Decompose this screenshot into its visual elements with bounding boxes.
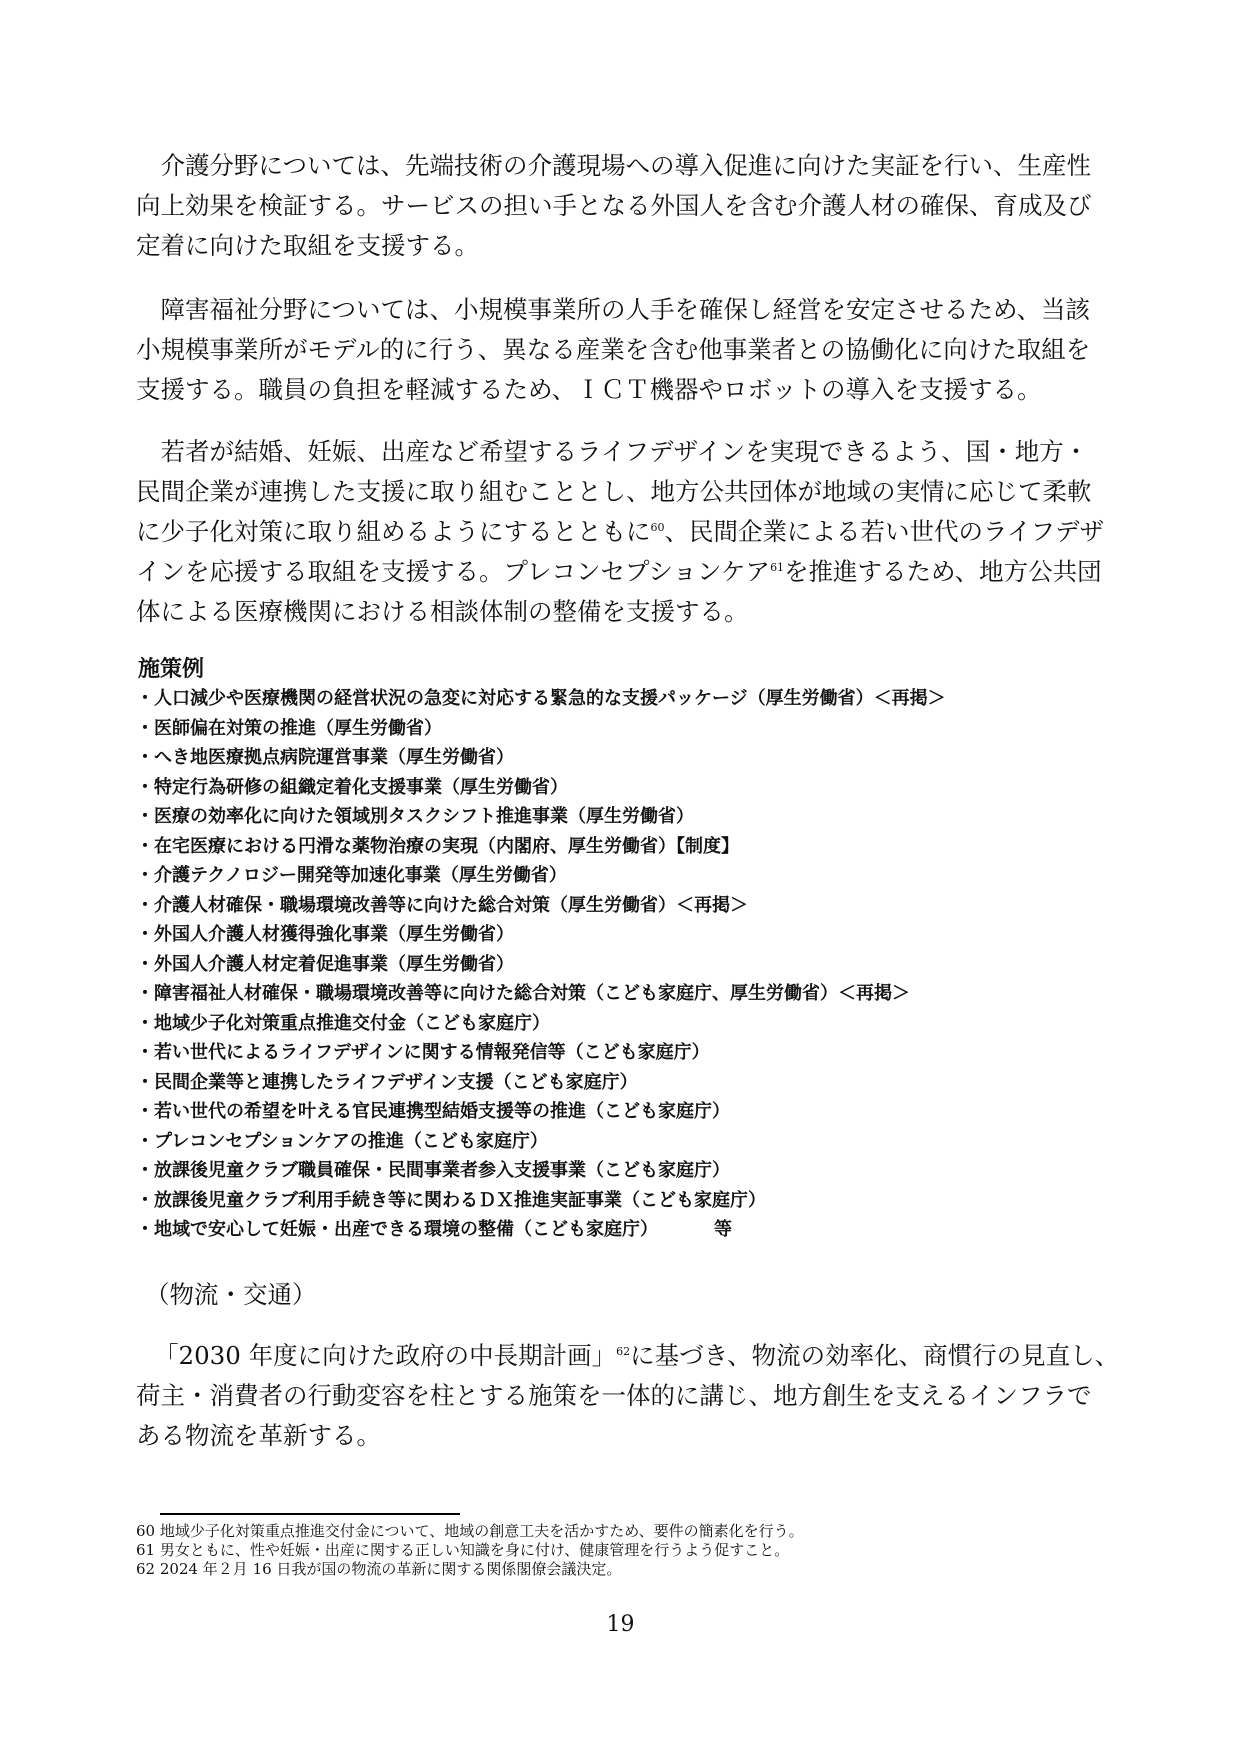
text-line: 向上効果を検証する。サービスの担い手となる外国人を含む介護人材の確保、育成及び <box>136 191 1092 220</box>
list-item: ・医療の効率化に向けた領域別タスクシフト推進事業（厚生労働省） <box>136 806 694 827</box>
list-item: ・人口減少や医療機関の経営状況の急変に対応する緊急的な支援パッケージ（厚生労働省）＜再掲＞ <box>136 688 946 709</box>
text-line: ある物流を革新する。 <box>136 1421 381 1450</box>
text-segment: に少子化対策に取り組めるようにするとともに <box>136 517 651 546</box>
text-segment: 「2030 年度に向けた政府の中長期計画」 <box>154 1341 617 1370</box>
footnote-61: 61 男女ともに、性や妊娠・出産に関する正しい知識を身に付け、健康管理を行うよう促すこと。 <box>136 1541 790 1559</box>
footnote-60: 60 地域少子化対策重点推進交付金について、地域の創意工夫を活かすため、要件の簡素化を行う。 <box>136 1522 804 1540</box>
logistics-heading: （物流・交通） <box>145 1280 317 1309</box>
text-line: 定着に向けた取組を支援する。 <box>136 231 479 260</box>
list-item: ・障害福祉人材確保・職場環境改善等に向けた総合対策（こども家庭庁、厚生労働省）＜再掲＞ <box>136 983 910 1004</box>
text-line: 荷主・消費者の行動変容を柱とする施策を一体的に講じ、地方創生を支えるインフラで <box>136 1381 1092 1410</box>
list-item: ・介護人材確保・職場環境改善等に向けた総合対策（厚生労働省）＜再掲＞ <box>136 894 748 916</box>
list-item: ・プレコンセプションケアの推進（こども家庭庁） <box>136 1130 548 1152</box>
paragraph-life-design <box>136 432 1116 632</box>
list-item: ・若い世代の希望を叶える官民連携型結婚支援等の推進（こども家庭庁） <box>136 1101 730 1122</box>
list-item: ・在宅医療における円滑な薬物治療の実現（内閣府、厚生労働省）【制度】 <box>136 835 739 857</box>
text-line: 民間企業が連携した支援に取り組むこととし、地方公共団体が地域の実情に応じて柔軟 <box>136 477 1092 506</box>
text-line <box>136 552 1116 592</box>
paragraph-nursing-care <box>136 146 1116 266</box>
text-line: 体による医療機関における相談体制の整備を支援する。 <box>136 597 749 626</box>
measures-heading: 施策例 <box>138 657 205 682</box>
list-item: ・外国人介護人材獲得強化事業（厚生労働省） <box>136 924 514 945</box>
paragraph-logistics <box>136 1336 1120 1456</box>
paragraph-disability-welfare <box>136 290 1116 410</box>
list-item-text: ・地域で安心して妊娠・出産できる環境の整備（こども家庭庁） <box>136 1219 658 1240</box>
list-item: ・地域少子化対策重点推進交付金（こども家庭庁） <box>136 1012 550 1034</box>
list-item: ・特定行為研修の組織定着化支援事業（厚生労働省） <box>136 776 568 798</box>
list-item: ・医師偏在対策の推進（厚生労働省） <box>136 717 442 739</box>
footnote-ref-62[interactable]: 62 <box>616 1345 631 1358</box>
text-segment: 、民間企業による若い世代のライフデザ <box>664 517 1105 546</box>
text-line: 若者が結婚、妊娠、出産など希望するライフデザインを実現できるよう、国・地方・ <box>136 437 1089 466</box>
list-item: ・若い世代によるライフデザインに関する情報発信等（こども家庭庁） <box>136 1042 710 1063</box>
text-line <box>136 512 1116 552</box>
measures-list <box>136 684 946 1245</box>
page-number: 19 <box>606 1612 635 1637</box>
text-line: 小規模事業所がモデル的に行う、異なる産業を含む他事業者との協働化に向けた取組を <box>136 335 1091 364</box>
list-item: ・介護テクノロジー開発等加速化事業（厚生労働省） <box>136 865 567 886</box>
footnote-ref-60[interactable]: 60 <box>650 521 665 534</box>
list-item: ・民間企業等と連携したライフデザイン支援（こども家庭庁） <box>136 1071 638 1093</box>
text-segment: を推進するため、地方公共団 <box>784 557 1102 586</box>
text-line: 障害福祉分野については、小規模事業所の人手を確保し経営を安定させるため、当該 <box>136 295 1091 324</box>
list-item: ・外国人介護人材定着促進事業（厚生労働省） <box>136 953 514 975</box>
text-line: 支援する。職員の負担を軽減するため、ＩＣＴ機器やロボットの導入を支援する。 <box>136 375 1042 404</box>
text-line <box>136 1336 1120 1376</box>
list-item: ・放課後児童クラブ利用手続き等に関わるＤＸ推進実証事業（こども家庭庁） <box>136 1189 766 1211</box>
list-item <box>136 1215 946 1245</box>
text-line: 介護分野については、先端技術の介護現場への導入促進に向けた実証を行い、生産性 <box>136 151 1092 180</box>
list-item: ・放課後児童クラブ職員確保・民間事業者参入支援事業（こども家庭庁） <box>136 1160 730 1181</box>
footnote-divider <box>160 1513 460 1515</box>
footnotes <box>136 1522 804 1579</box>
text-segment: に基づき、物流の効率化、商慣行の見直し、 <box>630 1341 1120 1370</box>
list-item: ・へき地医療拠点病院運営事業（厚生労働省） <box>136 747 514 768</box>
list-tail-etc: 等 <box>714 1219 732 1240</box>
footnote-62: 62 2024 年２月 16 日我が国の物流の革新に関する関係閣僚会議決定。 <box>136 1560 622 1578</box>
text-segment: インを応援する取組を支援する。プレコンセプションケア <box>136 557 771 586</box>
footnote-ref-61[interactable]: 61 <box>770 561 785 574</box>
